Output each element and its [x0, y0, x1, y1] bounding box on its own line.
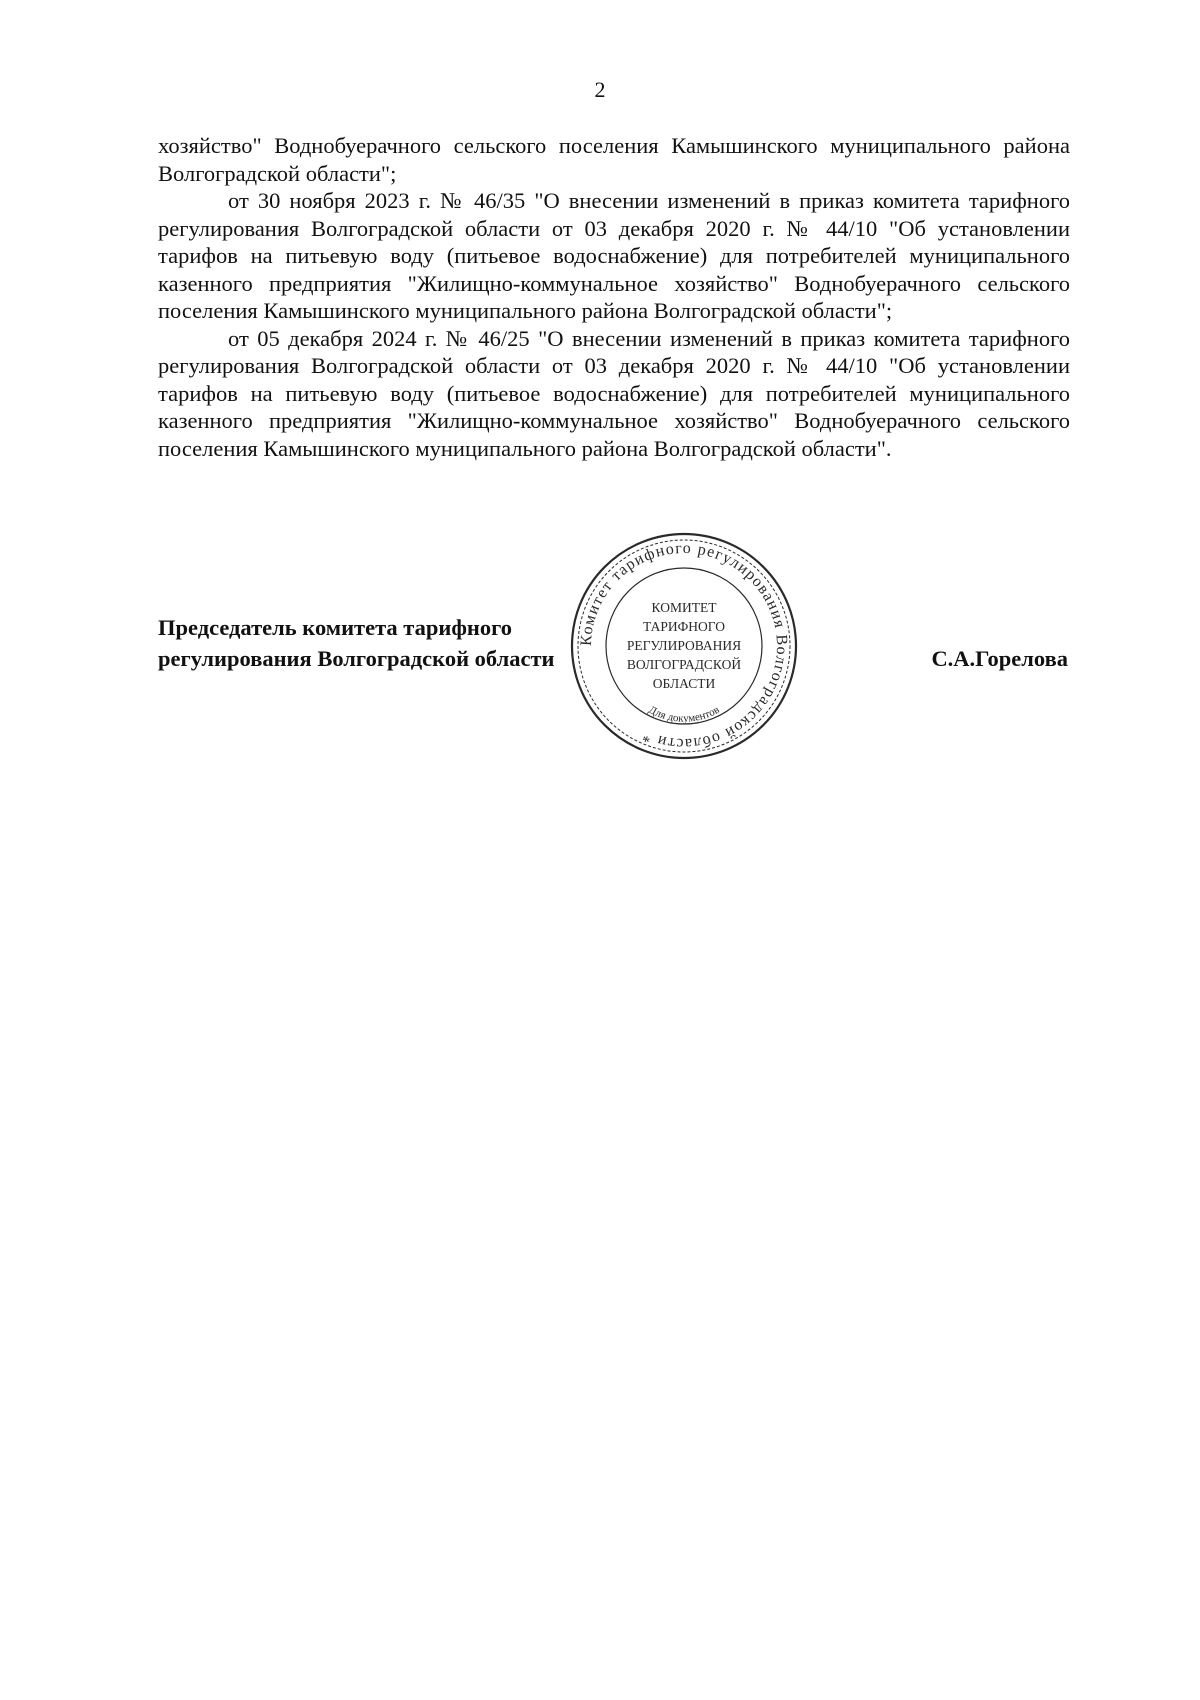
paragraph-order-2024: от 05 декабря 2024 г. № 46/25 "О внесении изменений в приказ комитета тарифного регулирования Волгоградской области от 03 декабря 2020 г. № 44/10 "Об установлении тарифов на питьевую воду (питьевое водоснабжение) для потребителей муниципального казенного предприятия "Жилищно-коммунальное хозяйство" Воднобуерачного сельского поселения Камышинского муниципального района Волгоградской области". [158, 325, 1070, 461]
seal-center-line: ОБЛАСТИ [652, 676, 716, 691]
seal-center-line: РЕГУЛИРОВАНИЯ [626, 638, 742, 653]
paragraph-continuation: хозяйство" Воднобуерачного сельского поселения Камышинского муниципального района Волгоградской области"; [158, 133, 1070, 186]
signer-name: С.А.Горелова [931, 646, 1068, 671]
signer-position [158, 612, 555, 674]
seal-center-line: ТАРИФНОГО [643, 619, 725, 634]
signer-position-line-1: Председатель комитета тарифного [158, 615, 513, 640]
seal-center-text [627, 600, 741, 691]
seal-center-line: ВОЛГОГРАДСКОЙ [626, 657, 742, 672]
page-number: 2 [594, 77, 606, 102]
seal-inner-arc-text: Для документов [646, 703, 722, 725]
paragraph-order-2023: от 30 ноября 2023 г. № 46/35 "О внесении изменений в приказ комитета тарифного регулирования Волгоградской области от 03 декабря 2020 г. № 44/10 "Об установлении тарифов на питьевую воду (питьевое водоснабжение) для потребителей муниципального казенного предприятия "Жилищно-коммунальное хозяйство" Воднобуерачного сельского поселения Камышинского муниципального района Волгоградской области"; [158, 188, 1070, 323]
seal-graphic [568, 530, 800, 762]
seal-outer-text: Комитет тарифного регулирования Волгоградской области * [577, 539, 791, 753]
seal-center-line: КОМИТЕТ [651, 600, 717, 615]
document-body [158, 132, 1070, 462]
official-seal-stamp [568, 530, 800, 762]
signer-position-line-2: регулирования Волгоградской области [158, 646, 555, 671]
